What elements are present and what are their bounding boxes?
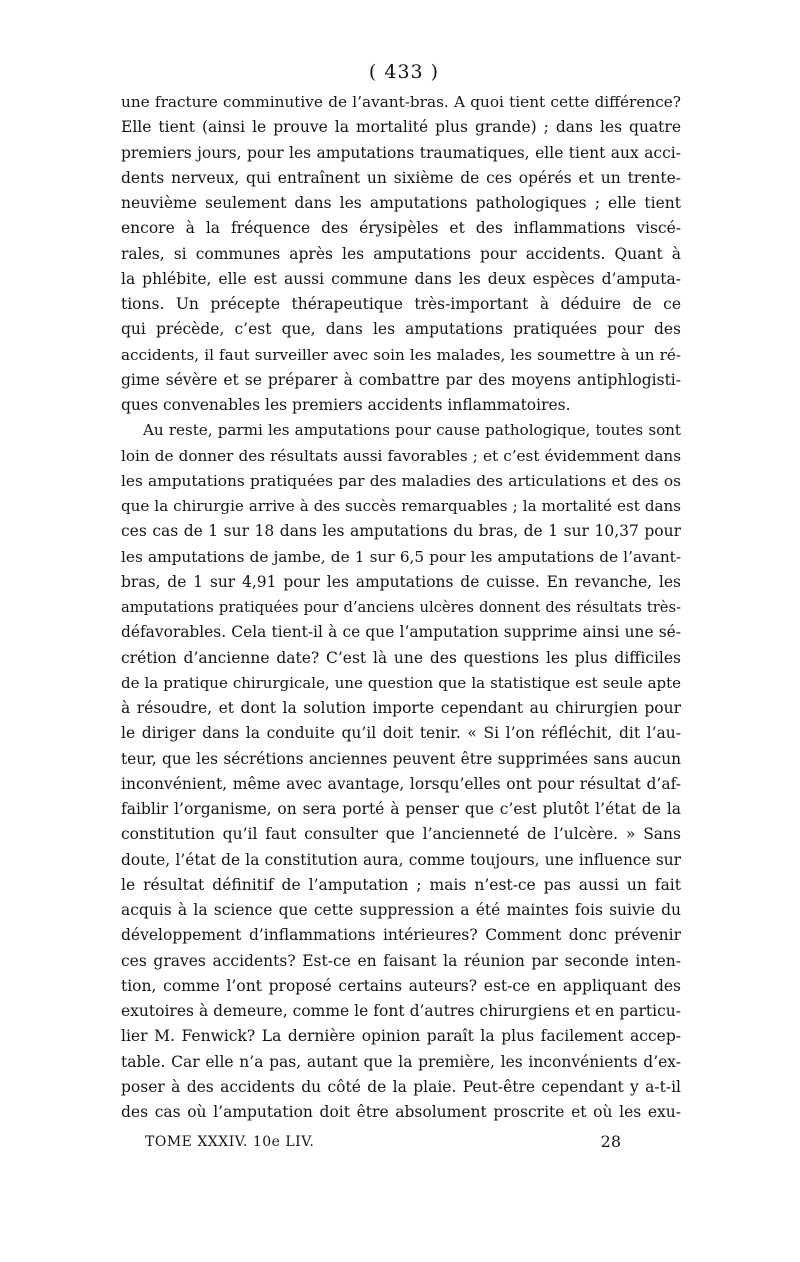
text-line: dents nerveux, qui entraînent un sixième de ces opérés et un trente-: [121, 168, 681, 187]
text-line: qui précède, c’est que, dans les amputations pratiquées pour des: [121, 320, 681, 339]
text-line: le diriger dans la conduite qu’il doit tenir. « Si l’on réfléchit, dit l’au-: [121, 724, 681, 743]
text-line: accidents, il faut surveiller avec soin les malades, les soumettre à un ré-: [121, 345, 681, 364]
body-text: [121, 90, 681, 1125]
text-line: bras, de 1 sur 4,91 pour les amputations de cuisse. En revanche, les: [121, 572, 681, 591]
text-line: inconvénient, même avec avantage, lorsqu’elles ont pour résultat d’af-: [121, 774, 681, 793]
text-line: ces graves accidents? Est-ce en faisant la réunion par seconde inten-: [121, 951, 681, 970]
printer-signature: TOME XXXIV. 10e LIV.: [145, 1134, 315, 1151]
text-line: Elle tient (ainsi le prouve la mortalité plus grande) ; dans les quatre: [121, 118, 681, 137]
text-line: doute, l’état de la constitution aura, comme toujours, une influence sur: [121, 850, 681, 869]
signature-number: 28: [600, 1132, 621, 1152]
text-line: loin de donner des résultats aussi favorables ; et c’est évidemment dans: [121, 446, 681, 465]
page-footer: [121, 1129, 681, 1155]
text-line: amputations pratiquées pour d’anciens ulcères donnent des résultats très-: [121, 599, 681, 616]
text-line: crétion d’ancienne date? C’est là une des questions les plus difficiles: [121, 648, 681, 667]
text-line: des cas où l’amputation doit être absolument proscrite et où les exu-: [121, 1103, 681, 1121]
text-line: faiblir l’organisme, on sera porté à penser que c’est plutôt l’état de la: [121, 800, 681, 818]
text-line: gime sévère et se préparer à combattre par des moyens antiphlogisti-: [121, 370, 681, 389]
text-line: rales, si communes après les amputations pour accidents. Quant à: [121, 244, 681, 263]
text-line: constitution qu’il faut consulter que l’ancienneté de l’ulcère. » Sans: [121, 825, 681, 844]
text-line: défavorables. Cela tient-il à ce que l’amputation supprime ainsi une sé-: [121, 623, 681, 642]
book-page: [121, 58, 681, 1155]
text-line: acquis à la science que cette suppression a été maintes fois suivie du: [121, 901, 681, 919]
text-line: lier M. Fenwick? La dernière opinion paraît la plus facilement accep-: [121, 1027, 681, 1046]
text-line: exutoires à demeure, comme le font d’autres chirurgiens et en particu-: [121, 1002, 681, 1020]
text-line: premiers jours, pour les amputations traumatiques, elle tient aux acci-: [121, 143, 681, 162]
text-line: poser à des accidents du côté de la plaie. Peut-être cependant y a-t-il: [121, 1077, 681, 1096]
text-line: tions. Un précepte thérapeutique très-important à déduire de ce: [121, 295, 681, 313]
page-number: ( 433 ): [368, 61, 440, 83]
text-line: ques convenables les premiers accidents inflammatoires.: [121, 396, 571, 414]
text-line: Au reste, parmi les amputations pour cause pathologique, toutes sont: [143, 421, 681, 440]
text-line: ces cas de 1 sur 18 dans les amputations du bras, de 1 sur 10,37 pour: [121, 522, 681, 541]
text-line: tion, comme l’ont proposé certains auteurs? est-ce en appliquant des: [121, 976, 681, 995]
text-line: de la pratique chirurgicale, une question que la statistique est seule apte: [121, 673, 681, 692]
text-line: encore à la fréquence des érysipèles et des inflammations viscé-: [121, 219, 681, 238]
text-line: neuvième seulement dans les amputations pathologiques ; elle tient: [121, 194, 681, 212]
text-line: table. Car elle n’a pas, autant que la première, les inconvénients d’ex-: [121, 1052, 681, 1071]
text-line: développement d’inflammations intérieures? Comment donc prévenir: [121, 926, 681, 945]
text-line: le résultat définitif de l’amputation ; mais n’est-ce pas aussi un fait: [121, 875, 681, 894]
text-line: teur, que les sécrétions anciennes peuvent être supprimées sans aucun: [121, 749, 681, 768]
text-line: les amputations de jambe, de 1 sur 6,5 pour les amputations de l’avant-: [121, 547, 681, 566]
text-line: que la chirurgie arrive à des succès remarquables ; la mortalité est dans: [121, 497, 681, 515]
text-line: la phlébite, elle est aussi commune dans les deux espèces d’amputa-: [121, 269, 681, 288]
text-line: à résoudre, et dont la solution importe cependant au chirurgien pour: [121, 699, 681, 717]
text-line: les amputations pratiquées par des maladies des articulations et des os: [121, 471, 681, 490]
text-line: une fracture comminutive de l’avant-bras. A quoi tient cette différence?: [121, 93, 681, 111]
